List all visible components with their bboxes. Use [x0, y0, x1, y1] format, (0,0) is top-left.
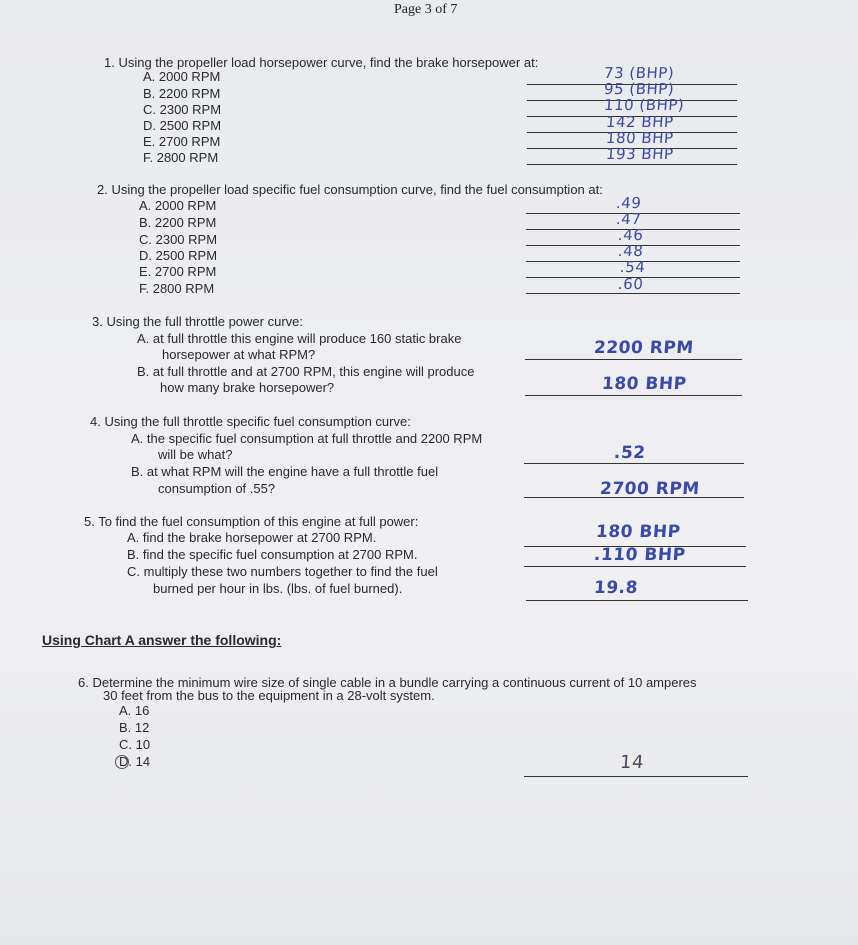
q3-part-b-line1: B. at full throttle and at 2700 RPM, this engine will produce — [137, 364, 475, 379]
q2-option-c: C. 2300 RPM — [139, 232, 218, 247]
q5-part-b: B. find the specific fuel consumption at 2700 RPM. — [127, 547, 418, 562]
q1-option-f: F. 2800 RPM — [143, 150, 219, 165]
q2-answer-a: .49 — [615, 194, 642, 212]
q2-answer-e: .54 — [619, 258, 646, 276]
q1-option-c: C. 2300 RPM — [143, 102, 222, 117]
question-2-text: 2. Using the propeller load specific fuel consumption curve, find the fuel consumption at: — [97, 182, 603, 197]
q2-answer-f: .60 — [617, 275, 644, 293]
question-3-text: 3. Using the full throttle power curve: — [92, 314, 303, 329]
q4-answer-line-a — [524, 463, 744, 464]
q1-option-d: D. 2500 RPM — [143, 118, 222, 133]
q6-answer: 14 — [619, 752, 645, 773]
q4-answer-a: .52 — [613, 443, 647, 463]
q6-option-a: A. 16 — [119, 703, 150, 718]
q3-answer-b: 180 BHP — [601, 374, 688, 394]
question-6-text-line1: 6. Determine the minimum wire size of single cable in a bundle carrying a continuous current of 10 amperes — [78, 675, 697, 690]
q3-part-a-line2: horsepower at what RPM? — [162, 347, 316, 362]
q3-answer-a: 2200 RPM — [593, 338, 695, 358]
q1-answer-c: 110 (BHP) — [603, 96, 685, 114]
question-6-text-line2: 30 feet from the bus to the equipment in a 28-volt system. — [103, 688, 435, 703]
q4-answer-b: 2700 RPM — [599, 479, 701, 499]
q1-option-b: B. 2200 RPM — [143, 86, 221, 101]
q2-option-e: E. 2700 RPM — [139, 264, 217, 279]
question-4-text: 4. Using the full throttle specific fuel consumption curve: — [90, 414, 411, 429]
q5-answer-a: 180 BHP — [595, 522, 682, 542]
q1-answer-e: 180 BHP — [605, 129, 675, 147]
page-number: Page 3 of 7 — [394, 2, 458, 17]
section-title: Using Chart A answer the following: — [42, 632, 282, 648]
q6-option-c: C. 10 — [119, 737, 151, 752]
q5-answer-line-b — [524, 566, 746, 567]
q2-option-f: F. 2800 RPM — [139, 281, 215, 296]
question-1-text: 1. Using the propeller load horsepower curve, find the brake horsepower at: — [104, 55, 539, 70]
q5-part-a: A. find the brake horsepower at 2700 RPM. — [127, 530, 377, 545]
q4-part-a-line1: A. the specific fuel consumption at full throttle and 2200 RPM — [131, 431, 483, 446]
q2-answer-b: .47 — [615, 210, 642, 228]
q4-part-a-line2: will be what? — [158, 447, 233, 462]
q3-part-b-line2: how many brake horsepower? — [160, 380, 335, 395]
q1-answer-b: 95 (BHP) — [603, 80, 675, 98]
q2-answer-d: .48 — [617, 242, 644, 260]
q5-answer-b: .110 BHP — [593, 545, 687, 565]
q5-answer-c: 19.8 — [593, 578, 639, 598]
q1-answer-a: 73 (BHP) — [603, 64, 675, 82]
q5-answer-line-c — [526, 600, 748, 601]
q3-part-a-line1: A. at full throttle this engine will produce 160 static brake — [137, 331, 462, 346]
q2-option-a: A. 2000 RPM — [139, 198, 217, 213]
q1-answer-d: 142 BHP — [605, 113, 675, 131]
q1-answer-line-f — [527, 164, 737, 165]
q6-option-d: D. 14 — [119, 754, 151, 769]
q2-option-d: D. 2500 RPM — [139, 248, 218, 263]
q2-option-b: B. 2200 RPM — [139, 215, 217, 230]
q2-answer-c: .46 — [617, 226, 644, 244]
q1-option-a: A. 2000 RPM — [143, 69, 221, 84]
q2-answer-line-f — [526, 293, 740, 294]
q1-option-e: E. 2700 RPM — [143, 134, 221, 149]
q3-answer-line-b — [525, 395, 742, 396]
q6-option-b: B. 12 — [119, 720, 150, 735]
q5-part-c-line2: burned per hour in lbs. (lbs. of fuel burned). — [153, 581, 403, 596]
q5-part-c-line1: C. multiply these two numbers together to find the fuel — [127, 564, 438, 579]
q4-part-b-line2: consumption of .55? — [158, 481, 276, 496]
q4-part-b-line1: B. at what RPM will the engine have a full throttle fuel — [131, 464, 439, 479]
question-5-text: 5. To find the fuel consumption of this engine at full power: — [84, 514, 419, 529]
q6-answer-line — [524, 776, 748, 777]
q3-answer-line-a — [525, 359, 742, 360]
q6-option-d-circle-mark — [115, 755, 129, 769]
q1-answer-f: 193 BHP — [605, 145, 675, 163]
